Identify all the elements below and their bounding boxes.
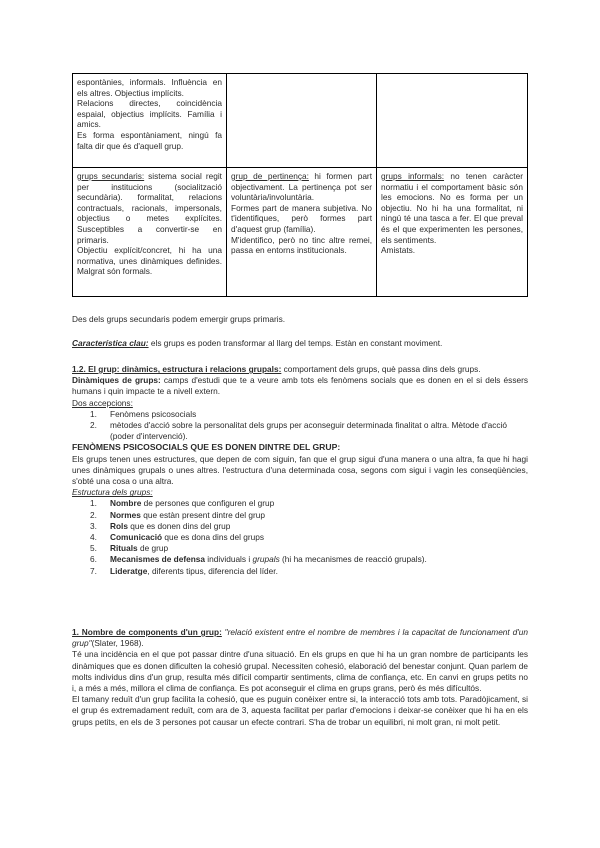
term-grups-secundaris: grups secundaris: — [77, 171, 145, 181]
table-cell-secundaris: grups secundaris: sistema social regit per institucions (socialització secundària). formalitat, relacions contractuals, racionals, impersonals, objectius o metes explícites. Susceptibles a convertir-se en primaris. Objectiu explícit/concret, hi ha una normativa, unes dinàmiques definides. Malgrat són formals. — [73, 168, 227, 297]
list-item: 3. Rols que es donen dins del grup — [90, 520, 231, 531]
accepcions-list — [72, 409, 528, 443]
heading-fenomens: FENÒMENS PSICOSOCIALS QUE ES DONEN DINTRE DEL GRUP: — [72, 442, 341, 453]
list-item: 4. Comunicació que es dona dins del grups — [90, 532, 265, 543]
table-cell-pertinenca: grup de pertinença: hi formen part objectivament. La pertinença pot ser voluntària/involuntària. Formes part de manera subjetiva. No t'identifiques, però formes part d'aquest grup (família). M'identifico, però no tinc altre remei, passa en entorns institucionals. — [227, 168, 377, 297]
table-row — [73, 168, 528, 297]
list-item: 6. Mecanismes de defensa individuals i grupals (hi ha mecanismes de reacció grupals). — [90, 554, 427, 565]
section-1-2: 1.2. El grup: dinàmics, estructura i relacions grupals: comportament dels grups, què passa dins dels grups. Dinàmiques de grups: camps d'estudi que te a veure amb tots els fenòmens socials que es donen en el si dels éssers humans i quin impacte te a nivell extern. Dos accepcions: 1. Fenòmens psicosocials 2. mètodes d'acció sobre la personalitat dels grups per aconseguir determinada finalitat o altra. Mètode d'acció (poder d'intervenció). FENÒMENS PSICOSOCIALS QUE ES DONEN DINTRE DEL GRUP: Els grups tenen unes estructures, que depen de com siguin, fan que el grup sigui d'una manera o una altra, fa que hi hagi unes dinàmiques grupals o unes altres. l'estructura d'una determinada cosa, segons com sigui i vagin les conseqüències, s'obté una cosa o una altra. Estructura dels grups: 1. Nombre de persones que configuren el grup 2. Normes que estàn present dintre del grup 3. Rols que es donen dins del grup 4. Comunicació que es dona dins del grups 5. Rituals de grup 6. Mecanismes de defensa individuals i grupals (hi ha mecanismes de reacció grupals). 7. Lideratge, diferents tipus, diferencia del líder. — [72, 364, 528, 576]
paragraph-secundaris: Des dels grups secundaris podem emergir grups primaris. — [72, 314, 286, 324]
section-heading-nombre: 1. Nombre de components d'un grup: — [72, 627, 222, 637]
table-cell-empty — [377, 74, 528, 168]
table-cell-informals: grups informals: no tenen caràcter normatiu i el comportament bàsic són les emocions. No es forma per un objectiu. No hi ha una formalitat, ni ningú té una tasca a fer. El que preval és el que experimenten les persones, els sentiments. Amistats. — [377, 168, 528, 297]
list-item: 1. Nombre de persones que configuren el grup — [90, 498, 275, 509]
paragraph-nombre-1: Té una incidència en el que pot passar dintre d'una situació. En els grups en que hi ha un gran nombre de participants les dinàmiques que es donen dificulten la cohesió grupal. Necessiten cohesió, elaboració del benestar conjunt. Quan parlem de molts individus dins d'un grup, resulta més difícil compartir sentiments, clima de confiança, etc. En canvi en grups petits no i, a més a més, millora el clima de confiança. Es pot aconseguir el clima en grups grans, però és més difícultós. — [72, 649, 528, 694]
list-item: 2. mètodes d'acció sobre la personalitat dels grups per aconseguir determinada finalitat o altra. Mètode d'acció (poder d'intervenció). — [90, 420, 508, 442]
paragraph-nombre-2: El tamany reduït d'un grup facilita la cohesió, que es puguin conèixer entre si, la interacció tots amb tots. Paradòjicament, si el grup és extremadament reduït, com ara de 3, aquesta facilitat per parlar d'emocions i deixar-se conèixer que hi ha en els grups petits, en els de 3 persones pot causar un efecte contrari. S'ha de trobar un equilibri, ni molt gran, ni molt petit. — [72, 694, 528, 727]
table-row — [73, 74, 528, 168]
table-cell-empty — [227, 74, 377, 168]
label-dinamiques: Dinàmiques de grups: — [72, 375, 161, 386]
paragraph-caracteristica-clau: Característica clau: els grups es poden transformar al llarg del temps. Estàn en constant moviment. — [72, 338, 443, 348]
estructura-list — [72, 498, 528, 576]
term-grups-informals: grups informals: — [381, 171, 445, 181]
label-estructura: Estructura dels grups: — [72, 487, 153, 498]
list-item: 7. Lideratge, diferents tipus, diferencia del líder. — [90, 565, 278, 576]
paragraph-fenomens: Els grups tenen unes estructures, que depen de com siguin, fan que el grup sigui d'una manera o una altra, fa que hi hagi unes dinàmiques grupals o unes altres. l'estructura d'una determinada cosa, segons com sigui i vagin les conseqüències, s'obté una cosa o una altra. — [72, 453, 528, 487]
term-grup-pertinenca: grup de pertinença: — [231, 171, 309, 181]
section-nombre: 1. Nombre de components d'un grup: "relació existent entre el nombre de membres i la capacitat de funcionament d'un grup"(Slater, 1968). Té una incidència en el que pot passar dintre d'una situació. En els grups en que hi ha un gran nombre de participants les dinàmiques que es donen dificulten la cohesió grupal. Necessiten cohesió, elaboració del benestar conjunt. Quan parlem de molts individus dins d'un grup, resulta més difícil compartir sentiments, clima de confiança, etc. En canvi en grups petits no i, a més a més, millora el clima de confiança. Es pot aconseguir el clima en grups grans, però és més difícultós. El tamany reduït d'un grup facilita la cohesió, que es puguin conèixer entre si, la interacció tots amb tots. Paradòjicament, si el grup és extremadament reduït, com ara de 3, aquesta facilitat per parlar d'emocions i deixar-se conèixer que hi ha en els grups petits, en els de 3 persones pot causar un efecte contrari. S'ha de trobar un equilibri, ni molt gran, ni molt petit. — [72, 627, 528, 727]
list-item: 2. Normes que estàn present dintre del grup — [90, 509, 265, 520]
groups-table — [72, 73, 528, 297]
list-item: 5. Rituals de grup — [90, 543, 169, 554]
table-cell-primary-continued: espontànies, informals. Influència en els altres. Objectius implícits. Relacions directes, coincidència espaial, objectius implícits. Família i amics. Es forma espontàniament, ningú fa falta dir que és d'aquell grup. — [73, 74, 227, 168]
label-caracteristica-clau: Característica clau: — [72, 338, 149, 348]
list-item: 1. Fenòmens psicosocials — [90, 408, 197, 419]
section-heading-1-2: 1.2. El grup: dinàmics, estructura i relacions grupals: — [72, 364, 282, 374]
label-accepcions: Dos accepcions: — [72, 397, 133, 408]
